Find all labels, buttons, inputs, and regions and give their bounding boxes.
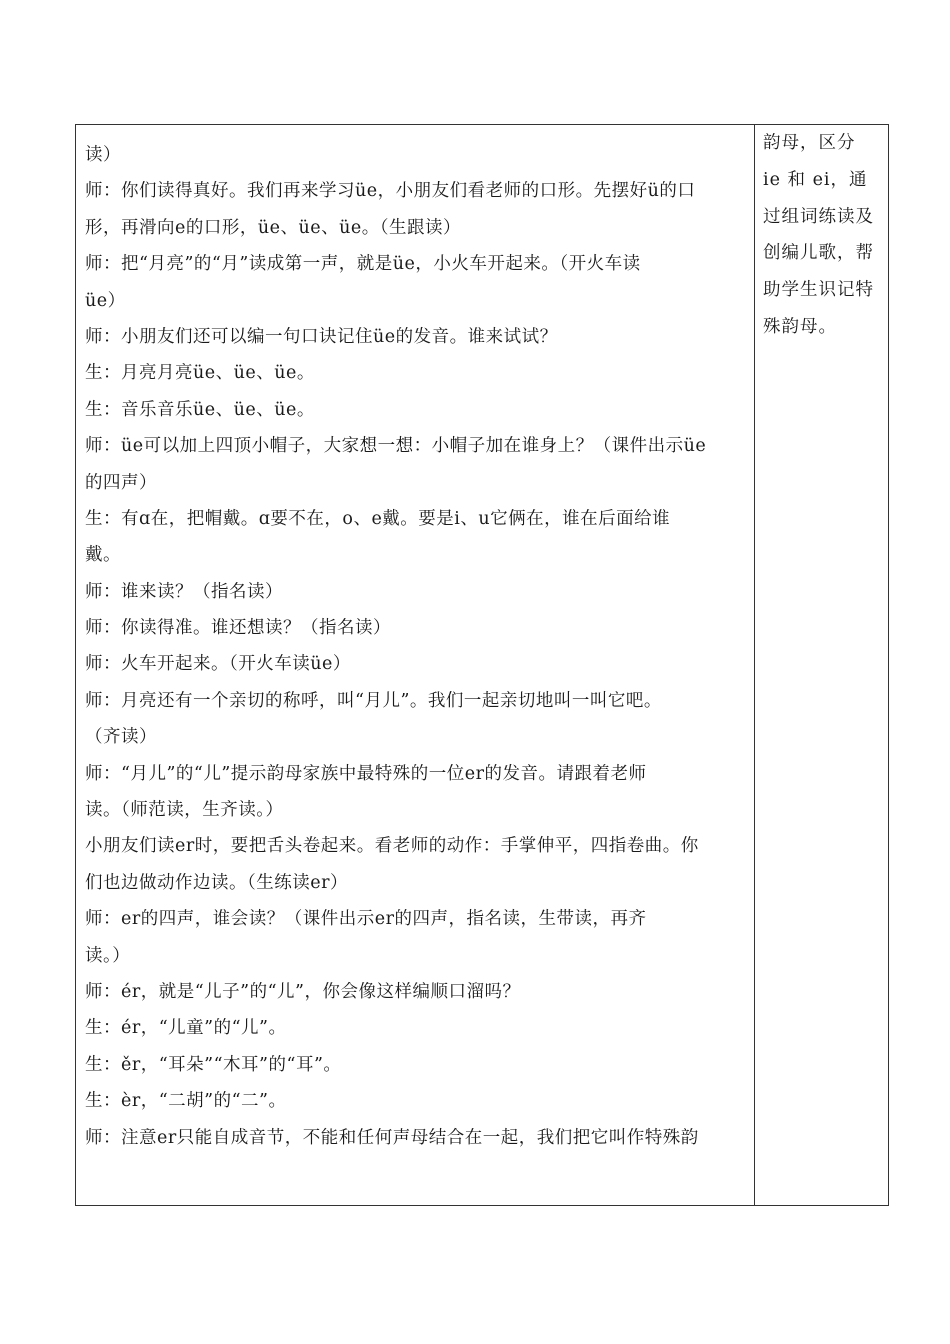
side-text-line: 过组词练读及: [763, 206, 874, 227]
text-line: 读。（师范读，生齐读。）: [85, 800, 284, 821]
text-line: 读。）: [85, 945, 131, 966]
text-line: 戴。: [85, 545, 121, 566]
text-line: 生：èr，“二胡”的“二”。: [85, 1091, 287, 1112]
text-line: 师：月亮还有一个亲切的称呼，叫“月儿”。我们一起亲切地叫一叫它吧。: [85, 690, 662, 711]
text-line: 师：“月儿”的“儿”提示韵母家族中最特殊的一位er的发音。请跟着老师: [85, 763, 647, 784]
text-line: 师：小朋友们还可以编一句口诀记住üe的发音。谁来试试？: [85, 326, 558, 347]
side-text-line: ie 和 ei，通: [763, 169, 868, 190]
text-line: 小朋友们读er时，要把舌头卷起来。看老师的动作：手掌伸平，四指卷曲。你: [85, 836, 699, 857]
text-line: （齐读）: [85, 727, 157, 748]
text-line: üe）: [85, 290, 126, 311]
text-line: 生：有ɑ在，把帽戴。ɑ要不在，o、e戴。要是i、u它俩在，谁在后面给谁: [85, 508, 671, 529]
text-line: 师：注意er只能自成音节，不能和任何声母结合在一起，我们把它叫作特殊韵: [85, 1127, 699, 1148]
lesson-process-column: [85, 137, 747, 1156]
text-line: 师：ér，就是“儿子”的“儿”，你会像这样编顺口溜吗？: [85, 981, 521, 1002]
text-line: 师：火车开起来。（开火车读üe）: [85, 654, 351, 675]
side-text-line: 创编儿歌，帮: [763, 243, 874, 264]
text-line: 师：üe可以加上四顶小帽子，大家想一想：小帽子加在谁身上？（课件出示üe: [85, 436, 707, 457]
text-line: 生：音乐音乐üe、üe、üe。: [85, 399, 315, 420]
side-text-line: 助学生识记特: [763, 280, 874, 301]
text-line: 师：把“月亮”的“月”读成第一声，就是üe，小火车开起来。（开火车读: [85, 254, 641, 275]
text-line: 读）: [85, 145, 121, 165]
text-line: 师：谁来读？（指名读）: [85, 581, 283, 602]
text-line: 师：你们读得真好。我们再来学习üe，小朋友们看老师的口形。先摆好ü的口: [85, 181, 696, 202]
side-text-line: 殊韵母。: [763, 316, 837, 337]
side-text-line: 韵母，区分: [763, 133, 856, 153]
text-line: 生：ěr，“耳朵”“木耳”的“耳”。: [85, 1054, 342, 1075]
text-line: 的四声）: [85, 472, 157, 493]
column-divider: [754, 125, 755, 1205]
lesson-table: [75, 124, 889, 1206]
text-line: 师：er的四声，谁会读？（课件出示er的四声，指名读，生带读，再齐: [85, 909, 647, 930]
text-line: 们也边做动作边读。（生练读er）: [85, 872, 348, 893]
text-line: 生：ér，“儿童”的“儿”。: [85, 1018, 287, 1039]
design-intent-column: [763, 125, 883, 346]
text-line: 形，再滑向e的口形，üe、üe、üe。（生跟读）: [85, 217, 461, 238]
text-line: 生：月亮月亮üe、üe、üe。: [85, 363, 315, 384]
text-line: 师：你读得准。谁还想读？（指名读）: [85, 618, 391, 639]
